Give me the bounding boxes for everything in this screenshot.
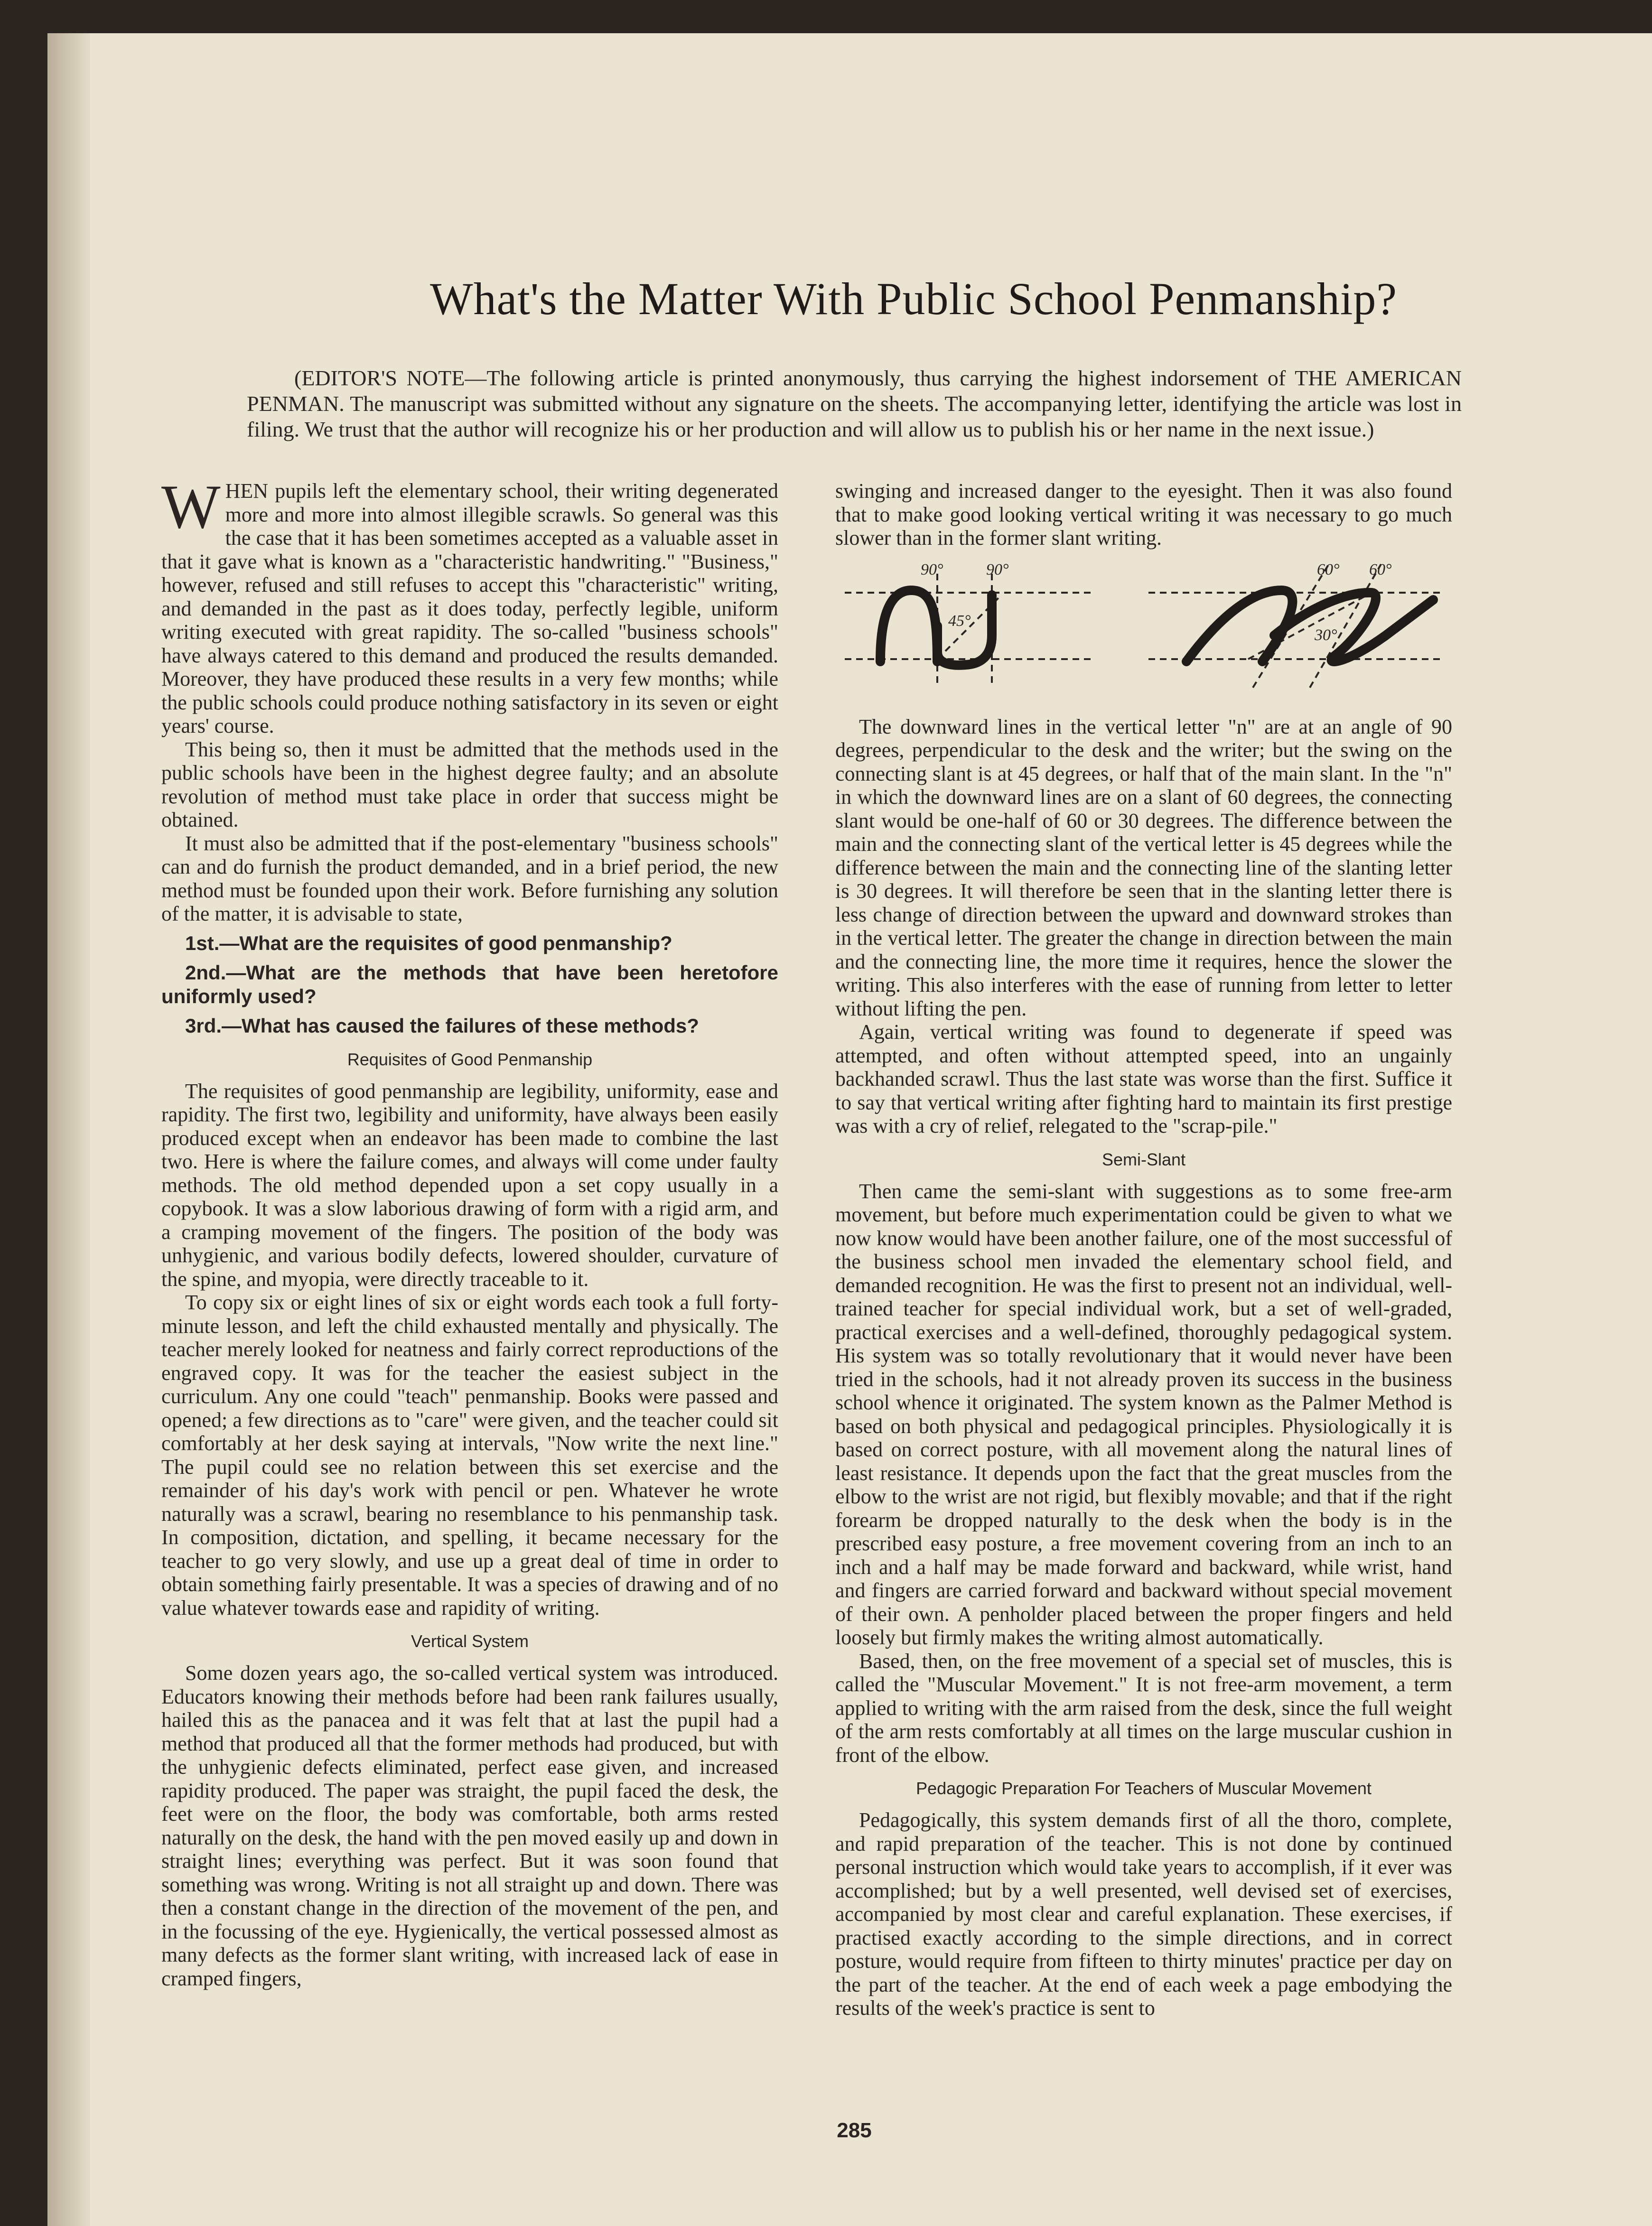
- label-90-right: 90°: [986, 560, 1009, 578]
- opening-paragraph-text: HEN pupils left the elementary school, their writing degenerated more and more into almost illegible scrawls. So general was this the case that it has been sometimes accepted as a valuable asset in that it gave what is known as a "characteristic handwriting." "Business," however, refused and still refuses to accept this "characteristic" writing, and demanded in the past as it does today, perfectly legible, uniform writing executed with great rapidity. The so-called "business schools" have always catered to this demand and produced the results demanded. Moreover, they have produced these results in a very few months; while the public schools could produce nothing satisfactory in its seven or eight years' course.: [161, 479, 778, 737]
- paragraph: swinging and increased danger to the eyesight. Then it was also found that to make good looking vertical writing it was necessary to go much slower than in the former slant writing.: [835, 479, 1452, 550]
- question-3: 3rd.—What has caused the failures of these methods?: [185, 1014, 699, 1037]
- label-45: 45°: [948, 612, 971, 630]
- section-heading-vertical-system: Vertical System: [411, 1631, 529, 1651]
- letter-n-slant-figure: [835, 555, 1452, 711]
- paragraph: Then came the semi-slant with suggestions as to some free-arm movement, but before much experimentation could be given to what we now know would have been another failure, one of the most successful of the business school men invaded the elementary school field, and demanded recognition. He was the first to present not an individual, well-trained teacher for special individual work, but a set of well-graded, practical exercises and a well-defined, thoroughly pedagogical system. His system was so totally revolutionary that it would never have been tried in the schools, had it not already proven its success in the business school whence it originated. The system known as the Palmer Method is based on both physical and pedagogical principles. Physiologically it is based on correct posture, with all movement along the natural lines of least resistance. It depends upon the fact that the great muscles from the elbow to the wrist are not rigid, but flexibly movable; and that if the right forearm be dropped naturally to the desk when the body is in the prescribed easy posture, a free movement covering from an inch to an inch and a half may be made forward and backward, while wrist, hand and fingers are carried forward and backward without special movement of their own. A penholder placed between the proper fingers and held loosely but firmly makes the writing almost automatically.: [835, 1179, 1452, 1649]
- paragraph: To copy six or eight lines of six or eight words each took a full forty-minute lesson, and left the child exhausted mentally and physically. The teacher merely looked for neatness and fairly correct reproductions of the engraved copy. It was for the teacher the easiest subject in the curriculum. Any one could "teach" penmanship. Books were passed and opened; a few directions as to "care" were given, and the teacher could sit comfortably at her desk saying at intervals, "Now write the next line." The pupil could see no relation between this set exercise and the remainder of his day's work with pencil or pen. Whatever he wrote naturally was a scrawl, bearing no resemblance to his penmanship task. In composition, dictation, and spelling, it became necessary for the teacher to go very slowly, and use up a great deal of time in order to obtain something fairly presentable. It was a species of drawing and of no value whatever towards ease and rapidity of writing.: [161, 1291, 778, 1620]
- page-gutter: [47, 33, 90, 2226]
- letter-n-diagram: [835, 555, 1452, 711]
- question-1: 1st.—What are the requisites of good penmanship?: [185, 931, 672, 954]
- label-60-left: 60°: [1317, 560, 1340, 578]
- paragraph: This being so, then it must be admitted that the methods used in the public schools have been in the highest degree faulty; and an absolute revolution of method must take place in order that success might be obtained.: [161, 737, 778, 831]
- section-heading-pedagogic-preparation: Pedagogic Preparation For Teachers of Muscular Movement: [916, 1779, 1372, 1798]
- page-number: 285: [837, 2119, 872, 2142]
- paragraph: It must also be admitted that if the post-elementary "business schools" can and do furnish the product demanded, and in a brief period, the new method must be founded upon their work. Before furnishing any solution of the matter, it is advisable to state,: [161, 831, 778, 925]
- section-heading-semi-slant: Semi-Slant: [1101, 1149, 1186, 1169]
- editor-note: (EDITOR'S NOTE—The following article is printed anonymously, thus carrying the highest indorsement of THE AMERICAN PENMAN. The manuscript was submitted without any signature on the sheets. The accompanying letter, identifying the article was lost in filing. We trust that the author will recognize his or her production and will allow us to publish his or her name in the next issue.): [247, 366, 1462, 441]
- paragraph: Some dozen years ago, the so-called vertical system was introduced. Educators knowing their methods before had been rank failures usually, hailed this as the panacea and it was felt that at last the pupil had a method that produced all that the former methods had produced, but with the unhygienic defects eliminated, perfect ease given, and increased rapidity produced. The paper was straight, the pupil faced the desk, the feet were on the floor, the body was comfortable, both arms rested naturally on the desk, the hand with the pen moved easily up and down in straight lines; everything was perfect. But it was soon found that something was wrong. Writing is not all straight up and down. There was then a constant change in the direction of the movement of the pen, and in the focussing of the eye. Hygienically, the vertical possessed almost as many defects as the former slant writing, with increased lack of ease in cramped fingers,: [161, 1661, 778, 1990]
- magazine-page: [47, 33, 1652, 2226]
- label-30: 30°: [1315, 626, 1337, 644]
- question-2: 2nd.—What are the methods that have been heretofore uniformly used?: [161, 961, 778, 1007]
- right-column: [835, 479, 1452, 2020]
- paragraph: The requisites of good penmanship are legibility, uniformity, ease and rapidity. The first two, legibility and uniformity, have always been easily produced except when an endeavor has been made to combine the last two. Here is where the failure comes, and always will come under faulty methods. The old method depended upon a set copy usually in a copybook. It was a slow laborious drawing of form with a rigid arm, and a cramping movement of the fingers. The position of the body was unhygienic, and various bodily defects, lowered shoulder, curvature of the spine, and myopia, were directly traceable to it.: [161, 1079, 778, 1291]
- article-title: What's the Matter With Public School Penmanship?: [429, 273, 1398, 324]
- drop-cap: W: [161, 472, 221, 541]
- label-60-right: 60°: [1369, 560, 1392, 578]
- paragraph: Pedagogically, this system demands first of all the thoro, complete, and rapid preparation of the teacher. This is not done by continued personal instruction which would take years to accomplish, if it ever was accomplished; but by a well presented, well devised set of exercises, accompanied by most clear and careful explanation. These exercises, if practised exactly according to the simple directions, and in correct posture, would require from fifteen to thirty minutes' practice per day on the part of the teacher. At the end of each week a page embodying the results of the week's practice is sent to: [835, 1808, 1452, 2020]
- paragraph: Again, vertical writing was found to degenerate if speed was attempted, and often without attempted speed, into an ungainly backhanded scrawl. Thus the last state was worse than the first. Suffice it to say that vertical writing after fighting hard to maintain its first prestige was with a cry of relief, relegated to the "scrap-pile.": [835, 1020, 1452, 1137]
- label-90-left: 90°: [921, 560, 943, 578]
- left-column: [161, 472, 778, 1990]
- paragraph: Based, then, on the free movement of a special set of muscles, this is called the "Muscular Movement." It is not free-arm movement, a term applied to writing with the arm raised from the desk, since the full weight of the arm rests comfortably at all times on the large muscular cushion in front of the elbow.: [835, 1649, 1452, 1767]
- section-heading-requisites: Requisites of Good Penmanship: [347, 1049, 593, 1069]
- opening-paragraph: [161, 472, 778, 738]
- paragraph: The downward lines in the vertical letter "n" are at an angle of 90 degrees, perpendicular to the desk and the writer; but the swing on the connecting slant is at 45 degrees, or half that of the main slant. In the "n" in which the downward lines are on a slant of 60 degrees, the connecting slant would be one-half of 60 or 30 degrees. The difference between the main and the connecting slant of the vertical letter is 45 degrees while the difference between the main and the connecting line of the slanting letter is 30 degrees. It will therefore be seen that in the slanting letter there is less change of direction between the upward and downward strokes than in the vertical letter. The greater the change in direction between the main and the connecting line, the more time it requires, hence the slower the writing. This also interferes with the ease of running from letter to letter without lifting the pen.: [835, 715, 1452, 1020]
